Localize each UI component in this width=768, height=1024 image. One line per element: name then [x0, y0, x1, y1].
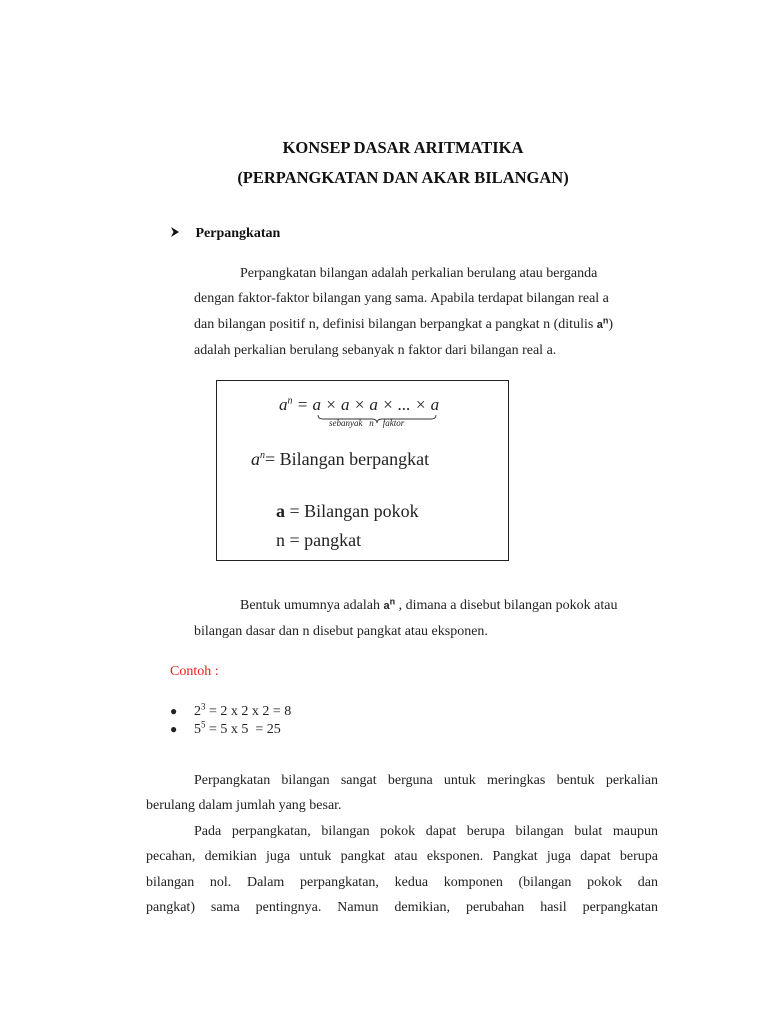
para1-line2: dengan faktor-faktor bilangan yang sama. Apabila terdapat bilangan real a [194, 291, 609, 306]
underbrace-label: sebanyak n faktor [329, 418, 405, 428]
para1-line3: dan bilangan positif n, definisi bilangan berpangkat a pangkat n (ditulis $a^n$) [194, 315, 614, 332]
definition-base: a = Bilangan pokok [276, 501, 419, 521]
para3-line1: Perpangkatan bilangan sangat berguna untuk meringkas bentuk perkalian [194, 773, 658, 788]
power-definition-formula: $a^n = a \times a \times a$ × ... × a [279, 395, 440, 414]
para2-line2: bilangan dasar dan n disebut pangkat atau eksponen. [194, 624, 488, 639]
definition-power: $a^n=$ Bilangan berpangkat [251, 449, 430, 469]
dot-bullet-icon: ● [170, 722, 178, 736]
arrowhead-bullet-icon [170, 226, 184, 242]
document-subtitle: (PERPANGKATAN DAN AKAR BILANGAN) [237, 168, 569, 187]
list-item: ● $2^3 = 2$ x 2 x 2 = 8 [170, 701, 292, 719]
para4-line4: pangkat) sama pentingnya. Namun demikian, perubahan hasil perpangkatan [146, 900, 658, 915]
definition-exponent: n = pangkat [276, 530, 362, 550]
para1-line1: Perpangkatan bilangan adalah perkalian berulang atau berganda [240, 266, 598, 281]
section-heading: Perpangkatan [195, 226, 281, 241]
list-item: ● $5^5 = 5$ x 5 = 25 [170, 719, 281, 737]
dot-bullet-icon: ● [170, 704, 178, 718]
notation-a-n: $a^n$ [596, 315, 609, 331]
para4-line1: Pada perpangkatan, bilangan pokok dapat berupa bilangan bulat maupun [194, 824, 658, 839]
para1-line4: adalah perkalian berulang sebanyak n faktor dari bilangan real a. [194, 343, 557, 358]
notation-a-n: $a^n$ [383, 596, 396, 612]
example-label: Contoh : [170, 664, 219, 679]
para3-line2: berulang dalam jumlah yang besar. [146, 798, 342, 813]
section-heading-row [170, 226, 280, 242]
para2-line1: Bentuk umumnya adalah $a^n$ , dimana a disebut bilangan pokok atau [240, 596, 618, 613]
para4-line2: pecahan, demikian juga untuk pangkat atau eksponen. Pangkat juga dapat berupa [146, 849, 658, 864]
formula-box [216, 380, 509, 561]
document-title: KONSEP DASAR ARITMATIKA [282, 138, 524, 157]
para4-line3: bilangan nol. Dalam perpangkatan, kedua komponen (bilangan pokok dan [146, 875, 658, 890]
